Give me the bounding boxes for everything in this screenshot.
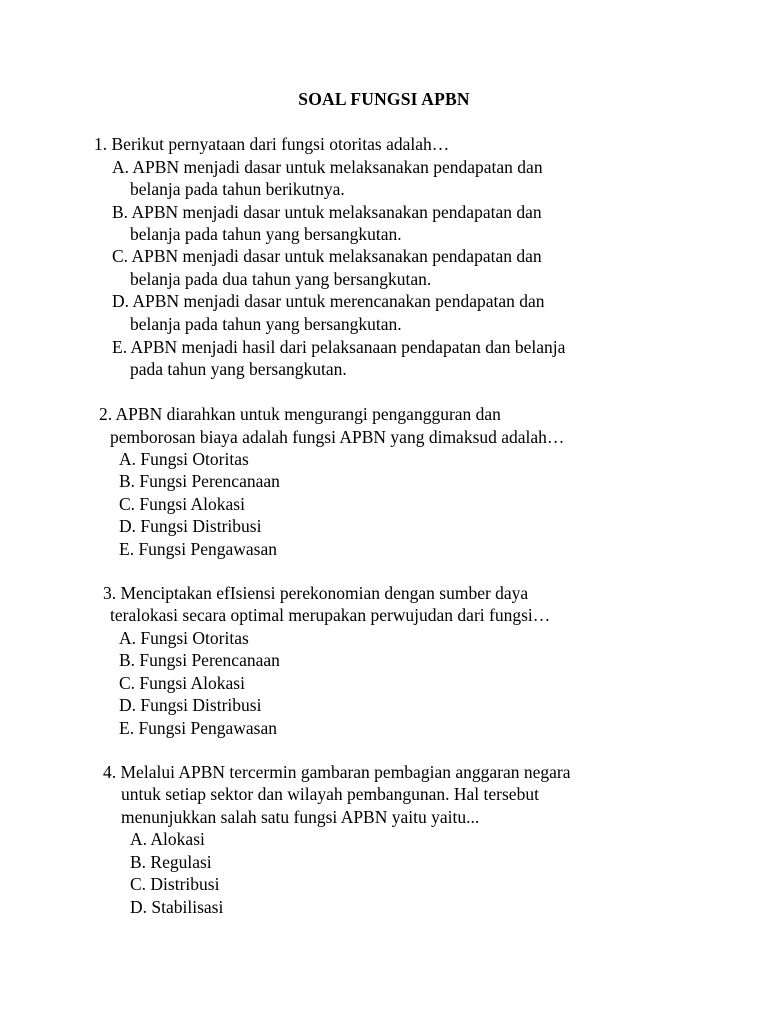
option-a: A. Alokasi (130, 829, 205, 849)
option-e: E. Fungsi Pengawasan (119, 718, 277, 738)
option-e: E. Fungsi Pengawasan (119, 539, 277, 559)
option-c: C. Fungsi Alokasi (119, 673, 245, 693)
option-b: B. APBN menjadi dasar untuk melaksanakan pendapatan dan (112, 202, 542, 222)
option-d: D. Fungsi Distribusi (119, 695, 262, 715)
option-e-cont: pada tahun yang bersangkutan. (130, 359, 347, 379)
option-a-cont: belanja pada tahun berikutnya. (130, 179, 345, 199)
option-b: B. Regulasi (130, 852, 212, 872)
question-text-cont: untuk setiap sektor dan wilayah pembangunan. Hal tersebut (121, 784, 539, 804)
option-c: C. Distribusi (130, 874, 220, 894)
question-text: 1. Berikut pernyataan dari fungsi otoritas adalah… (94, 134, 450, 154)
question-text-cont: menunjukkan salah satu fungsi APBN yaitu yaitu... (121, 807, 480, 827)
question-text: 3. Menciptakan efIsiensi perekonomian dengan sumber daya (103, 583, 529, 603)
option-d: D. Fungsi Distribusi (119, 516, 262, 536)
page-title: SOAL FUNGSI APBN (298, 89, 470, 109)
option-b: B. Fungsi Perencanaan (119, 471, 280, 491)
option-a: A. Fungsi Otoritas (119, 449, 249, 469)
option-c-cont: belanja pada dua tahun yang bersangkutan. (130, 269, 432, 289)
question-text-cont: teralokasi secara optimal merupakan perwujudan dari fungsi… (110, 605, 551, 625)
option-c: C. Fungsi Alokasi (119, 494, 245, 514)
question-text: 4. Melalui APBN tercermin gambaran pembagian anggaran negara (103, 762, 571, 782)
option-d: D. Stabilisasi (130, 897, 224, 917)
option-a: A. APBN menjadi dasar untuk melaksanakan pendapatan dan (112, 157, 543, 177)
question-text-cont: pemborosan biaya adalah fungsi APBN yang dimaksud adalah… (110, 427, 565, 447)
option-e: E. APBN menjadi hasil dari pelaksanaan pendapatan dan belanja (112, 337, 566, 357)
question-text: 2. APBN diarahkan untuk mengurangi pengangguran dan (99, 404, 501, 424)
option-b: B. Fungsi Perencanaan (119, 650, 280, 670)
option-c: C. APBN menjadi dasar untuk melaksanakan pendapatan dan (112, 246, 542, 266)
option-d: D. APBN menjadi dasar untuk merencanakan pendapatan dan (112, 291, 545, 311)
option-a: A. Fungsi Otoritas (119, 628, 249, 648)
option-b-cont: belanja pada tahun yang bersangkutan. (130, 224, 402, 244)
option-d-cont: belanja pada tahun yang bersangkutan. (130, 314, 402, 334)
